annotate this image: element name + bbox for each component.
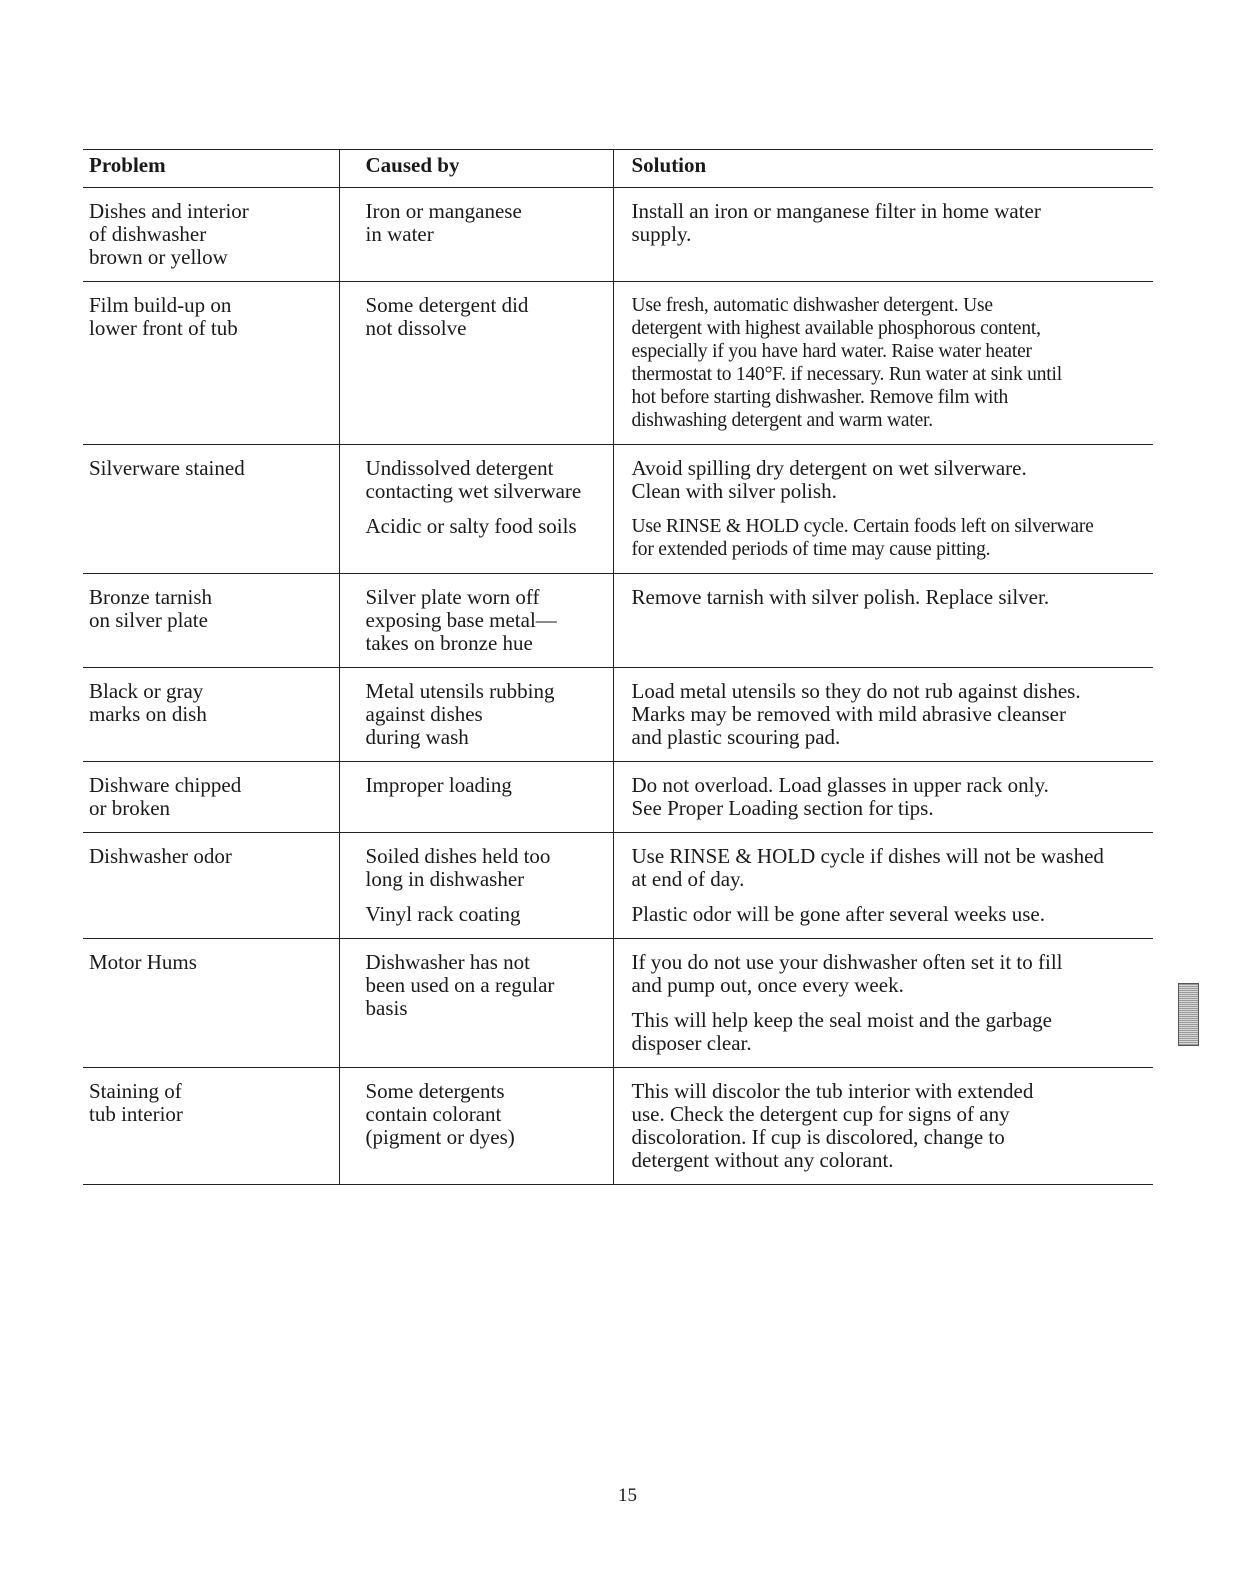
solution-paragraph: [632, 951, 1154, 997]
cause-paragraph: [366, 515, 607, 538]
problem-line: Motor Hums: [89, 950, 197, 974]
cause-line: not dissolve: [365, 316, 467, 340]
cause-cell: [339, 833, 613, 939]
table-row: [83, 282, 1153, 445]
cause-line: contain colorant: [365, 1102, 502, 1126]
solution-line: supply.: [631, 222, 692, 246]
cause-cell: [339, 188, 613, 282]
cause-paragraph: [366, 903, 607, 926]
problem-line: Bronze tarnish: [89, 585, 213, 609]
solution-paragraph: [632, 200, 1154, 246]
problem-cell: [83, 574, 339, 668]
cause-paragraph: [366, 774, 607, 797]
problem-line: marks on dish: [89, 702, 207, 726]
solution-cell: [613, 282, 1153, 445]
solution-cell: [613, 445, 1153, 574]
solution-line: and pump out, once every week.: [631, 973, 904, 997]
solution-line: Plastic odor will be gone after several weeks use.: [631, 902, 1045, 926]
problem-line: Dishware chipped: [89, 773, 242, 797]
solution-paragraph: [632, 903, 1154, 926]
solution-cell: [613, 574, 1153, 668]
header-problem: Problem: [83, 150, 339, 188]
cause-line: Vinyl rack coating: [365, 902, 521, 926]
solution-line: discoloration. If cup is discolored, change to: [631, 1125, 1005, 1149]
problem-line: Silverware stained: [89, 456, 245, 480]
problem-cell: [83, 833, 339, 939]
cause-line: Some detergents: [365, 1079, 505, 1103]
cause-cell: [339, 1068, 613, 1185]
solution-line: detergent with highest available phosphorous content,: [631, 318, 1041, 339]
cause-line: Soiled dishes held too: [365, 844, 551, 868]
problem-line: brown or yellow: [89, 245, 228, 269]
cause-line: Dishwasher has not: [365, 950, 530, 974]
table-row: [83, 833, 1153, 939]
cause-line: contacting wet silverware: [365, 479, 582, 503]
problem-line: Black or gray: [89, 679, 204, 703]
cause-cell: [339, 445, 613, 574]
cause-line: takes on bronze hue: [365, 631, 533, 655]
cause-line: (pigment or dyes): [365, 1125, 515, 1149]
table-row: [83, 1068, 1153, 1185]
solution-cell: [613, 1068, 1153, 1185]
table-row: [83, 668, 1153, 762]
solution-line: at end of day.: [631, 867, 745, 891]
solution-line: Clean with silver polish.: [631, 479, 837, 503]
cause-cell: [339, 282, 613, 445]
problem-line: Film build-up on: [89, 293, 232, 317]
solution-line: If you do not use your dishwasher often set it to fill: [631, 950, 1063, 974]
problem-line: lower front of tub: [89, 316, 238, 340]
solution-paragraph: [632, 845, 1154, 891]
solution-line: Install an iron or manganese filter in home water: [631, 199, 1041, 223]
problem-cell: [83, 939, 339, 1068]
problem-line: tub interior: [89, 1102, 183, 1126]
header-caused-by: Caused by: [339, 150, 613, 188]
solution-line: Load metal utensils so they do not rub against dishes.: [631, 679, 1081, 703]
solution-line: hot before starting dishwasher. Remove film with: [631, 387, 1009, 408]
solution-line: Use RINSE & HOLD cycle. Certain foods left on silverware: [631, 516, 1094, 537]
table-row: [83, 939, 1153, 1068]
problem-cell: [83, 1068, 339, 1185]
solution-line: See Proper Loading section for tips.: [631, 796, 934, 820]
problem-cell: [83, 762, 339, 833]
solution-cell: [613, 668, 1153, 762]
solution-line: Remove tarnish with silver polish. Replace silver.: [631, 585, 1050, 609]
solution-line: use. Check the detergent cup for signs of any: [631, 1102, 1010, 1126]
cause-line: Metal utensils rubbing: [365, 679, 555, 703]
cause-line: been used on a regular: [365, 973, 555, 997]
problem-line: Dishwasher odor: [89, 844, 232, 868]
solution-paragraph: [632, 586, 1154, 609]
solution-line: especially if you have hard water. Raise water heater: [631, 341, 1032, 362]
solution-line: Use RINSE & HOLD cycle if dishes will not be washed: [631, 844, 1104, 868]
table-row: [83, 762, 1153, 833]
solution-line: disposer clear.: [631, 1031, 752, 1055]
solution-line: This will help keep the seal moist and the garbage: [631, 1008, 1052, 1032]
solution-paragraph: [632, 1080, 1154, 1172]
cause-paragraph: [366, 294, 607, 340]
cause-line: Acidic or salty food soils: [365, 514, 577, 538]
troubleshooting-table-container: [83, 149, 1153, 1185]
solution-line: for extended periods of time may cause pitting.: [631, 539, 991, 560]
cause-line: Iron or manganese: [365, 199, 522, 223]
cause-line: during wash: [365, 725, 469, 749]
cause-paragraph: [366, 1080, 607, 1149]
problem-line: of dishwasher: [89, 222, 207, 246]
cause-cell: [339, 762, 613, 833]
troubleshooting-table: [83, 149, 1153, 1185]
problem-cell: [83, 282, 339, 445]
cause-paragraph: [366, 457, 607, 503]
solution-line: detergent without any colorant.: [631, 1148, 894, 1172]
problem-line: Staining of: [89, 1079, 182, 1103]
solution-line: and plastic scouring pad.: [631, 725, 841, 749]
problem-line: on silver plate: [89, 608, 208, 632]
problem-cell: [83, 668, 339, 762]
solution-line: This will discolor the tub interior with extended: [631, 1079, 1034, 1103]
solution-cell: [613, 188, 1153, 282]
section-tab-marker: [1178, 983, 1199, 1046]
solution-line: thermostat to 140°F. if necessary. Run water at sink until: [631, 364, 1062, 385]
cause-cell: [339, 939, 613, 1068]
cause-line: Improper loading: [365, 773, 512, 797]
table-header-row: [83, 150, 1153, 188]
solution-line: Use fresh, automatic dishwasher detergent. Use: [631, 295, 993, 316]
cause-line: in water: [365, 222, 434, 246]
solution-paragraph: [632, 774, 1154, 820]
cause-line: long in dishwasher: [365, 867, 525, 891]
cause-cell: [339, 574, 613, 668]
cause-cell: [339, 668, 613, 762]
solution-paragraph: [632, 457, 1154, 503]
cause-paragraph: [366, 845, 607, 891]
solution-cell: [613, 833, 1153, 939]
solution-line: dishwashing detergent and warm water.: [631, 410, 933, 431]
cause-paragraph: [366, 586, 607, 655]
solution-paragraph: [632, 680, 1154, 749]
cause-line: against dishes: [365, 702, 483, 726]
cause-line: Silver plate worn off: [365, 585, 540, 609]
solution-cell: [613, 939, 1153, 1068]
solution-paragraph: [632, 1009, 1154, 1055]
solution-cell: [613, 762, 1153, 833]
cause-paragraph: [366, 680, 607, 749]
cause-line: exposing base metal—: [365, 608, 557, 632]
table-body: [83, 188, 1153, 1185]
table-row: [83, 574, 1153, 668]
cause-line: Some detergent did: [365, 293, 529, 317]
table-row: [83, 445, 1153, 574]
solution-paragraph: [632, 515, 1154, 561]
problem-cell: [83, 445, 339, 574]
problem-cell: [83, 188, 339, 282]
solution-paragraph: [632, 294, 1154, 432]
header-solution: Solution: [613, 150, 1153, 188]
solution-line: Marks may be removed with mild abrasive cleanser: [631, 702, 1066, 726]
table-row: [83, 188, 1153, 282]
solution-line: Do not overload. Load glasses in upper rack only.: [631, 773, 1049, 797]
solution-line: Avoid spilling dry detergent on wet silverware.: [631, 456, 1027, 480]
cause-paragraph: [366, 951, 607, 1020]
cause-line: basis: [365, 996, 408, 1020]
page-number: 15: [618, 1485, 637, 1506]
problem-line: or broken: [89, 796, 171, 820]
cause-line: Undissolved detergent: [365, 456, 554, 480]
cause-paragraph: [366, 200, 607, 246]
problem-line: Dishes and interior: [89, 199, 249, 223]
